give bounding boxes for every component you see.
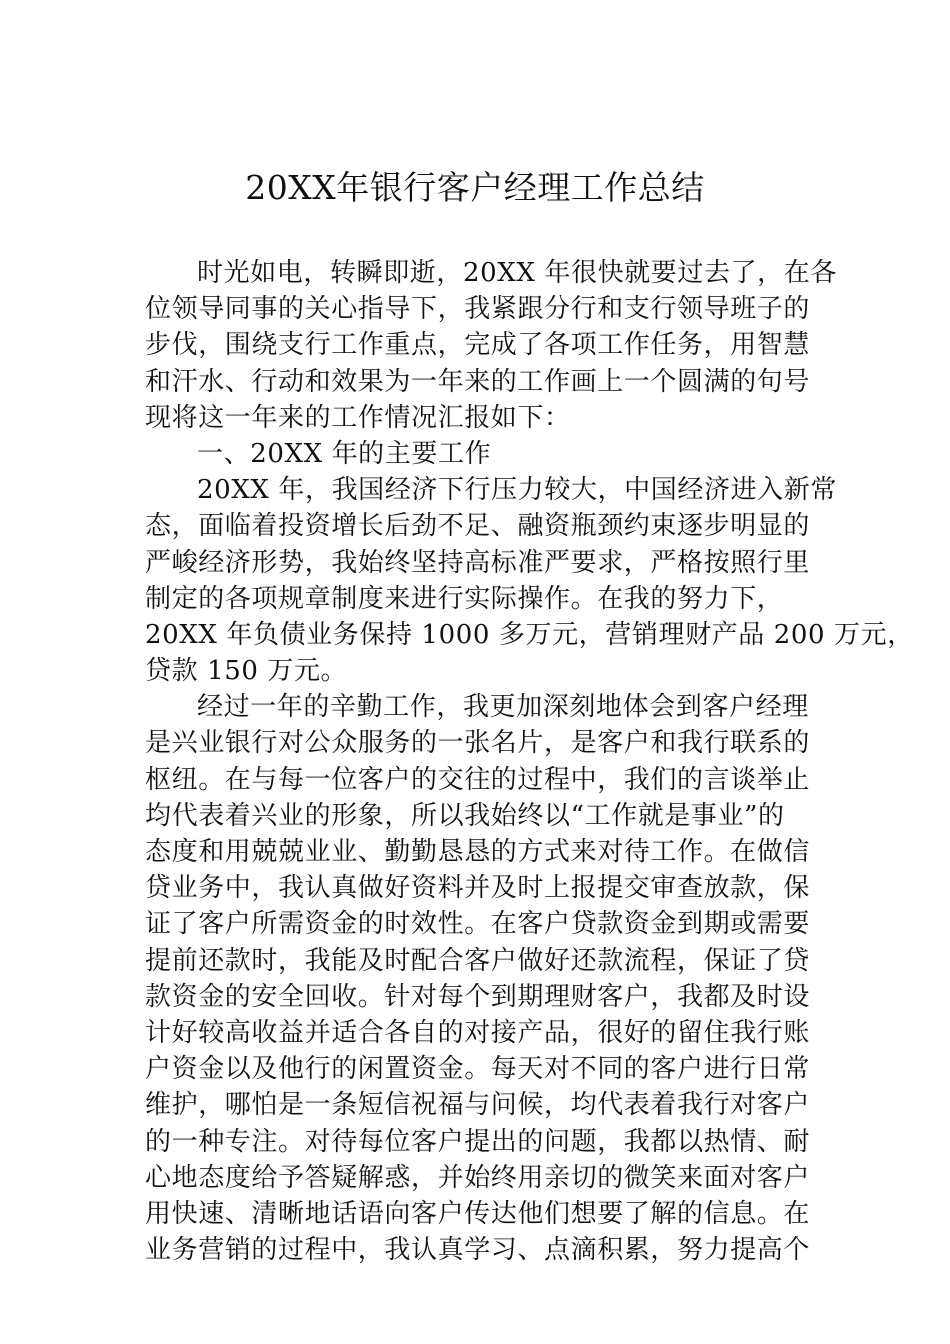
paragraph-line: 计好较高收益并适合各自的对接产品，很好的留住我行账	[145, 1017, 811, 1048]
document-body	[145, 255, 914, 1268]
paragraph-line: 户资金以及他行的闲置资金。每天对不同的客户进行日常	[145, 1054, 811, 1085]
paragraph-line: 20XX 年负债业务保持 1000 多万元，营销理财产品 200 万元，	[145, 619, 914, 650]
paragraph-line: 贷业务中，我认真做好资料并及时上报提交审查放款，保	[145, 873, 811, 904]
paragraph-line: 位领导同事的关心指导下，我紧跟分行和支行领导班子的	[145, 294, 811, 325]
paragraph-line: 制定的各项规章制度来进行实际操作。在我的努力下，	[145, 583, 784, 614]
paragraph-line: 款资金的安全回收。针对每个到期理财客户，我都及时设	[145, 981, 811, 1012]
paragraph-line: 业务营销的过程中，我认真学习、点滴积累，努力提高个	[145, 1235, 811, 1266]
paragraph-line: 态度和用兢兢业业、勤勤恳恳的方式来对待工作。在做信	[145, 837, 811, 867]
paragraph-line: 提前还款时，我能及时配合客户做好还款流程，保证了贷	[145, 945, 811, 976]
section-heading: 一、20XX 年的主要工作	[197, 438, 492, 469]
paragraph-line: 经过一年的辛勤工作，我更加深刻地体会到客户经理	[197, 692, 809, 723]
paragraph-line: 步伐，围绕支行工作重点，完成了各项工作任务，用智慧	[145, 330, 811, 361]
paragraph-line: 枢纽。在与每一位客户的交往的过程中，我们的言谈举止	[145, 764, 811, 795]
paragraph-line: 的一种专注。对待每位客户提出的问题，我都以热情、耐	[145, 1126, 811, 1157]
paragraph-line: 用快速、清晰地话语向客户传达他们想要了解的信息。在	[145, 1198, 811, 1229]
paragraph-line: 20XX 年，我国经济下行压力较大，中国经济进入新常	[197, 475, 837, 506]
paragraph-line: 证了客户所需资金的时效性。在客户贷款资金到期或需要	[145, 909, 811, 940]
document-title: 20XX年银行客户经理工作总结	[245, 168, 705, 207]
paragraph-line: 心地态度给予答疑解惑，并始终用亲切的微笑来面对客户	[145, 1162, 811, 1193]
paragraph-line: 时光如电，转瞬即逝，20XX 年很快就要过去了，在各	[197, 258, 837, 288]
paragraph-line: 是兴业银行对公众服务的一张名片，是客户和我行联系的	[145, 728, 811, 759]
paragraph-line: 贷款 150 万元。	[145, 656, 348, 687]
paragraph-line: 和汗水、行动和效果为一年来的工作画上一个圆满的句号	[145, 366, 811, 397]
paragraph-line: 维护，哪怕是一条短信祝福与问候，均代表着我行对客户	[145, 1090, 811, 1121]
paragraph-line: 现将这一年来的工作情况汇报如下：	[145, 402, 571, 433]
paragraph-line: 严峻经济形势，我始终坚持高标准严要求，严格按照行里	[145, 547, 811, 578]
paragraph-line: 均代表着兴业的形象，所以我始终以“工作就是事业”的	[145, 800, 785, 831]
paragraph-line: 态，面临着投资增长后劲不足、融资瓶颈约束逐步明显的	[145, 511, 811, 542]
